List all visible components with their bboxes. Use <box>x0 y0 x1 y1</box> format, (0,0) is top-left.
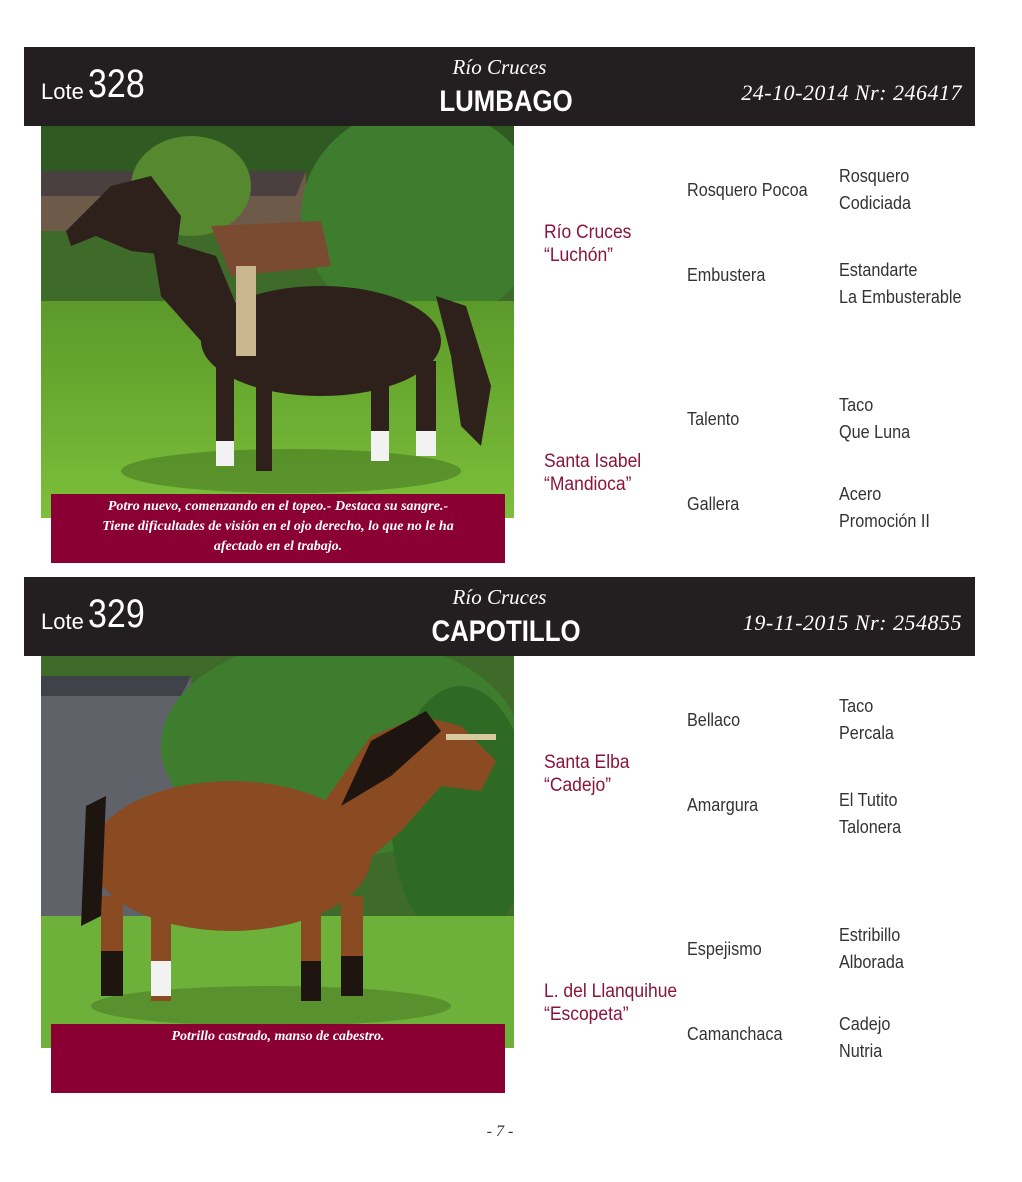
lote-label: Lote <box>41 609 84 634</box>
pedigree-dam-sire-parents <box>839 392 910 446</box>
horse-photo <box>41 656 514 1048</box>
horse-name: CAPOTILLO <box>431 615 581 648</box>
sire-name: “Cadejo” <box>544 775 612 796</box>
dam-prefix: L. del Llanquihue <box>544 981 678 1002</box>
pedigree-dam-dam-parents <box>839 481 930 535</box>
sire-name: “Luchón” <box>544 245 613 266</box>
page-number: - 7 - <box>486 1123 514 1140</box>
sire-prefix: Santa Elba <box>544 752 630 773</box>
pedigree-sire <box>544 751 630 797</box>
caption-line: Tiene dificultades de visión en el ojo derecho, lo que no le ha <box>102 519 454 534</box>
caption-line: Potrillo castrado, manso de cabestro. <box>171 1029 385 1044</box>
lot-caption <box>51 1024 505 1093</box>
pedigree-sire-sire-parents <box>839 163 911 217</box>
great-grandparent: Rosquero <box>839 166 910 186</box>
lote-number: 329 <box>88 592 145 636</box>
great-grandparent: Taco <box>839 696 874 716</box>
great-grandparent: Talonera <box>839 817 902 837</box>
great-grandparent: Taco <box>839 395 874 415</box>
sire-prefix: Río Cruces <box>544 222 632 243</box>
dam-name: “Mandioca” <box>544 474 632 495</box>
horse-photo <box>41 126 514 518</box>
caption-line: afectado en el trabajo. <box>213 539 343 554</box>
pedigree-sire-dam-parents <box>839 787 901 841</box>
great-grandparent: Cadejo <box>839 1014 891 1034</box>
pedigree-sire-dam-parents <box>839 257 961 311</box>
lot-329 <box>0 577 1022 1097</box>
birth-date-registry: 24-10-2014 Nr: 246417 <box>741 80 962 105</box>
pedigree-dam-dam: Gallera <box>687 494 740 514</box>
great-grandparent: Estandarte <box>839 260 918 280</box>
pedigree-sire-sire: Bellaco <box>687 710 741 730</box>
great-grandparent: Codiciada <box>839 193 912 213</box>
caption-line: Potro nuevo, comenzando en el topeo.- Destaca su sangre.- <box>107 499 449 514</box>
birth-date-registry: 19-11-2015 Nr: 254855 <box>742 610 962 635</box>
great-grandparent: La Embusterable <box>839 287 962 307</box>
lote-label: Lote <box>41 79 84 104</box>
pedigree-dam-sire: Espejismo <box>687 939 762 959</box>
dam-name: “Escopeta” <box>544 1004 629 1025</box>
pedigree-dam <box>544 450 641 496</box>
great-grandparent: Estribillo <box>839 925 901 945</box>
pedigree-sire-sire: Rosquero Pocoa <box>687 180 808 200</box>
pedigree-dam-dam-parents <box>839 1011 890 1065</box>
lote-number: 328 <box>88 62 145 106</box>
lot-header <box>24 47 975 126</box>
horse-name: LUMBAGO <box>439 85 573 118</box>
great-grandparent: Nutria <box>839 1041 883 1061</box>
pedigree-sire-sire-parents <box>839 693 894 747</box>
pedigree-sire <box>544 221 631 267</box>
pedigree-sire-dam: Amargura <box>687 795 759 815</box>
great-grandparent: El Tutito <box>839 790 898 810</box>
great-grandparent: Que Luna <box>839 422 911 442</box>
lot-header <box>24 577 975 656</box>
great-grandparent: Acero <box>839 484 882 504</box>
breeder: Río Cruces <box>452 585 547 609</box>
pedigree-sire-dam: Embustera <box>687 265 766 285</box>
lot-caption <box>51 494 505 563</box>
great-grandparent: Alborada <box>839 952 904 972</box>
great-grandparent: Promoción II <box>839 511 930 531</box>
lot-328 <box>0 47 1022 567</box>
pedigree-dam-dam: Camanchaca <box>687 1024 783 1044</box>
breeder: Río Cruces <box>452 55 547 79</box>
great-grandparent: Percala <box>839 723 894 743</box>
pedigree-dam-sire-parents <box>839 922 904 976</box>
pedigree-dam-sire: Talento <box>687 409 740 429</box>
dam-prefix: Santa Isabel <box>544 451 642 472</box>
pedigree-dam <box>544 980 677 1026</box>
